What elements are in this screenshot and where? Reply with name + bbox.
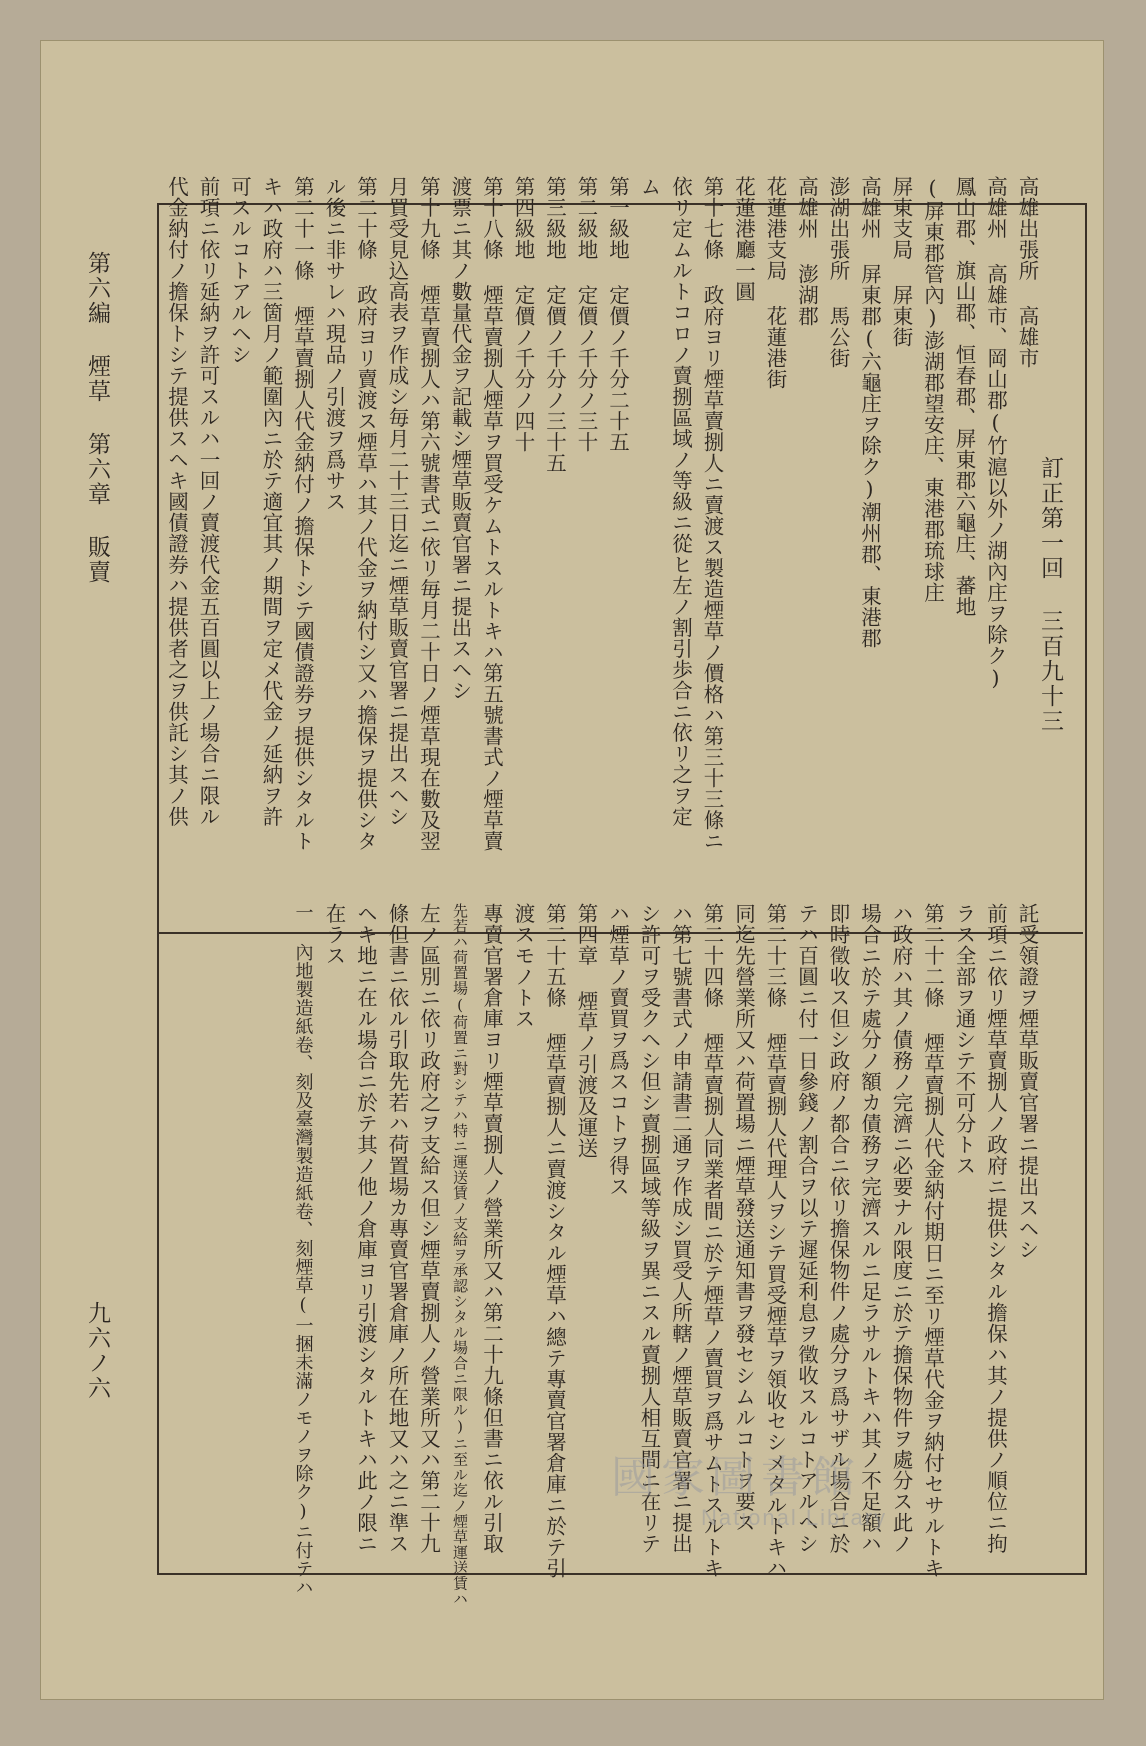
text-column: 第三級地 定價ノ千分ノ三十五	[542, 176, 567, 474]
text-column: 前項ニ依リ煙草賣捌人ノ政府ニ提供シタル擔保ハ其ノ提供ノ順位ニ拘	[983, 903, 1008, 1554]
text-column: 第十七條 政府ヨリ煙草賣捌人ニ賣渡ス製造煙草ノ價格ハ第三十三條ニ	[700, 176, 724, 852]
text-column: キハ政府ハ三箇月ノ範圍內ニ於テ適宜其ノ期間ヲ定メ代金ノ延納ヲ許	[259, 176, 283, 827]
library-watermark	[611, 1441, 887, 1531]
text-column: 月買受見込高表ヲ作成シ毎月二十三日迄ニ煙草販賣官署ニ提出スヘシ	[385, 176, 409, 827]
text-column: 依リ定ムルトコロノ賣捌區域ノ等級ニ從ヒ左ノ割引歩合ニ依リ之ヲ定	[668, 176, 693, 827]
text-column: 條但書ニ依ル引取先若ハ荷置場カ專賣官署倉庫ノ所在地又ハ之ニ準ス	[385, 903, 409, 1554]
text-column: 花蓮港廳一圓	[731, 176, 756, 302]
chapter-title: 第六編 煙草 第六章 販賣	[84, 251, 110, 585]
text-column: 左ノ區別ニ依リ政府之ヲ支給ス但シ煙草賣捌人ノ營業所又ハ第二十九	[416, 903, 441, 1554]
watermark-text: 國家圖書館	[611, 1453, 861, 1502]
text-column: 高雄出張所 高雄市	[1015, 176, 1039, 369]
text-column: 花蓮港支局 花蓮港街	[763, 176, 787, 390]
text-column: ハ政府ハ其ノ債務ノ完濟ニ必要ナル限度ニ於テ擔保物件ヲ處分ス此ノ	[889, 903, 913, 1554]
text-column: 託受領證ヲ煙草販賣官署ニ提出スヘシ	[1015, 903, 1039, 1260]
text-column: 即時徵收ス但シ政府ノ都合ニ依リ擔保物件ノ處分ヲ爲サザル場合ニ於	[826, 903, 850, 1554]
text-column: 第一級地 定價ノ千分二十五	[605, 176, 630, 453]
text-column: ラス全部ヲ通シテ不可分トス	[952, 903, 976, 1176]
text-column: 高雄州 澎湖郡	[794, 176, 819, 327]
watermark-subtext: National Library	[701, 1505, 888, 1530]
text-column: 前項ニ依リ延納ヲ許可スルハ一回ノ賣渡代金五百圓以上ノ場合ニ限ル	[196, 176, 220, 827]
text-column: ム	[637, 176, 661, 197]
text-column: 第四級地 定價ノ千分ノ四十	[511, 176, 535, 453]
text-column: ル後ニ非サレハ現品ノ引渡ヲ爲サス	[322, 176, 346, 512]
text-column: (屏東郡管內)澎湖郡望安庄、東港郡琉球庄	[920, 176, 945, 603]
text-column: 先若ハ荷置場(荷置ニ對シテハ特ニ運送賃ノ支給ヲ承認シタル場合ニ限ル)ニ至ル迄ノ煙草運送賃ハ	[451, 903, 469, 1607]
text-column: 屏東支局 屏東街	[889, 176, 913, 348]
text-column: 第二十四條 煙草賣捌人同業者間ニ於テ煙草ノ賣買ヲ爲サムトスルトキ	[700, 903, 724, 1579]
text-column: 可スルコトアルヘシ	[227, 176, 252, 365]
text-column: 在ラス	[322, 903, 346, 966]
text-column: テハ百圓ニ付一日參錢ノ割合ヲ以テ遲延利息ヲ徵收スルコトアルヘシ	[794, 903, 819, 1554]
text-column: 鳳山郡、旗山郡、恒春郡、屏東郡六龜庄、蕃地	[952, 176, 976, 617]
text-column: 第二十五條 煙草賣捌人ニ賣渡シタル煙草ハ總テ專賣官署倉庫ニ於テ引	[542, 903, 567, 1579]
text-column: 渡票ニ其ノ數量代金ヲ記載シ煙草販賣官署ニ提出スヘシ	[448, 176, 472, 701]
text-column: 同迄先營業所又ハ荷置場ニ煙草發送通知書ヲ發セシムルコトヲ要ス	[731, 903, 756, 1533]
book-page	[40, 40, 1104, 1700]
text-column: 高雄州 高雄市、岡山郡(竹滬以外ノ湖內庄ヲ除ク)	[983, 176, 1008, 691]
text-column: ヘキ地ニ在ル場合ニ於テ其ノ他ノ倉庫ヨリ引渡シタルトキハ此ノ限ニ	[353, 903, 378, 1554]
text-column: 高雄州 屏東郡(六龜庄ヲ除ク)潮州郡、東港郡	[857, 176, 882, 649]
text-column: 專賣官署倉庫ヨリ煙草賣捌人ノ營業所又ハ第二十九條但書ニ依ル引取	[479, 903, 504, 1554]
text-column: 澎湖出張所 馬公街	[826, 176, 850, 369]
text-column: 代金納付ノ擔保トシテ提供スヘキ國債證券ハ提供者之ヲ供託シ其ノ供	[164, 176, 189, 827]
text-column: 一 內地製造紙卷、刻及臺灣製造紙卷、刻煙草(一捆未滿ノモノヲ除ク)ニ付テハ	[292, 903, 314, 1597]
text-column: ハ第七號書式ノ申請書二通ヲ作成シ買受人所轄ノ煙草販賣官署ニ提出	[668, 903, 693, 1554]
text-column: 第四章 煙草ノ引渡及運送	[574, 903, 598, 1159]
text-column: 第二十一條 煙草賣捌人代金納付ノ擔保トシテ國債證券ヲ提供シタルト	[290, 176, 315, 852]
text-column: ハ煙草ノ賣買ヲ爲スコトヲ得ス	[605, 903, 630, 1197]
text-column: シ許可ヲ受クヘシ但シ賣捌區域等級ヲ異ニスル賣捌人相互間ニ在リテ	[637, 903, 661, 1554]
text-column: 第二十條 政府ヨリ賣渡ス煙草ハ其ノ代金ヲ納付シ又ハ擔保ヲ提供シタ	[353, 176, 378, 852]
page-number: 九六ノ六	[84, 1301, 110, 1401]
text-column: 場合ニ於テ處分ノ額カ債務ヲ完濟スルニ足ラサルトキハ其ノ不足額ハ	[857, 903, 882, 1554]
text-column: 第二十三條 煙草賣捌人代理人ヲシテ買受煙草ヲ領收セシメタルトキハ	[763, 903, 787, 1579]
text-column: 第二級地 定價ノ千分ノ三十	[574, 176, 598, 453]
text-column: 第十九條 煙草賣捌人ハ第六號書式ニ依リ毎月二十日ノ煙草現在數及翌	[416, 176, 441, 852]
text-column: 第二十二條 煙草賣捌人代金納付期日ニ至リ煙草代金ヲ納付セサルトキ	[920, 903, 945, 1579]
text-column: 第十八條 煙草賣捌人煙草ヲ買受ケムトスルトキハ第五號書式ノ煙草賣	[479, 176, 504, 852]
text-column: 渡スモノトス	[511, 903, 535, 1029]
amendment-header: 訂正第一回 三百九十三	[1037, 456, 1063, 734]
